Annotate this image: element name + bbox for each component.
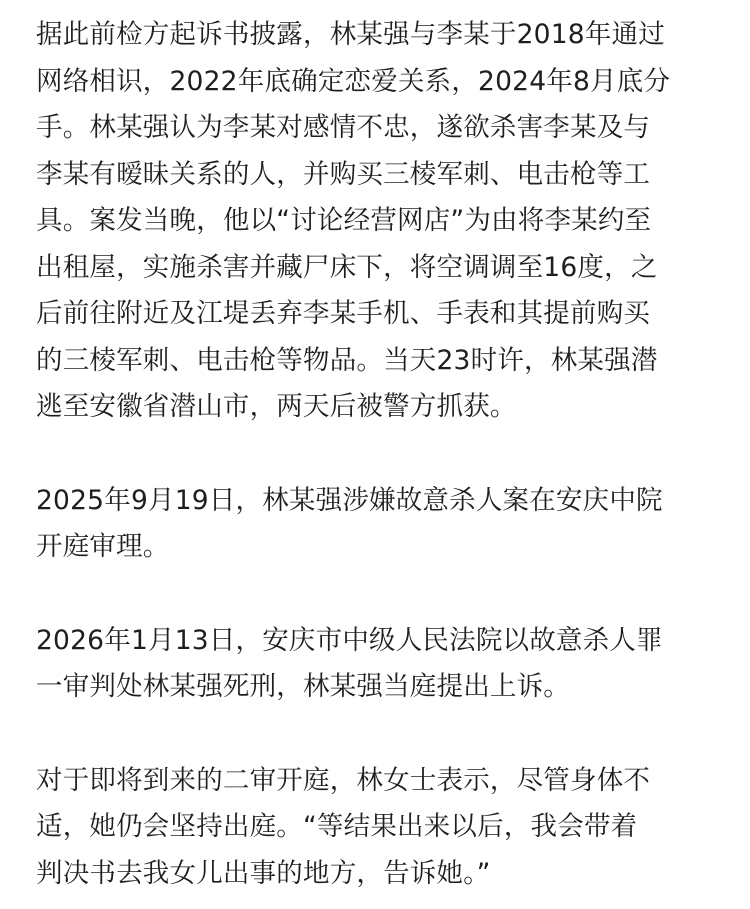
text-line: 2026年1月13日，安庆市中级人民法院以故意杀人罪 (36, 624, 663, 656)
article-body (36, 12, 716, 897)
text-line: 逃至安徽省潜山市，两天后被警方抓获。 (36, 391, 517, 422)
text-line: 网络相识，2022年底确定恋爱关系，2024年8月底分 (36, 65, 671, 97)
text-line: 据此前检方起诉书披露，林某强与李某于2018年通过 (36, 19, 665, 50)
text-line: 手。林某强认为李某对感情不忠，遂欲杀害李某及与 (36, 112, 651, 143)
text-line: 的三棱军刺、电击枪等物品。当天23时许，林某强潜 (36, 344, 658, 376)
paragraph-spacer (36, 431, 716, 478)
text-line: 2025年9月19日，林某强涉嫌故意杀人案在安庆中院 (36, 484, 663, 516)
paragraph-1 (36, 12, 716, 431)
paragraph-spacer (36, 571, 716, 618)
text-line: 后前往附近及江堤丢弃李某手机、手表和其提前购买 (36, 298, 651, 329)
text-line: 适，她仍会坚持出庭。“等结果出来以后，我会带着 (36, 811, 638, 842)
text-line: 开庭审理。 (36, 531, 170, 562)
text-line: 具。案发当晚，他以“讨论经营网店”为由将李某约至 (36, 205, 652, 236)
paragraph-4 (36, 758, 716, 898)
text-line: 李某有暧昧关系的人，并购买三棱军刺、电击枪等工 (36, 158, 651, 190)
text-line: 对于即将到来的二审开庭，林女士表示，尽管身体不 (36, 764, 651, 796)
text-line: 出租屋，实施杀害并藏尸床下，将空调调至16度，之 (36, 251, 658, 283)
paragraph-2 (36, 478, 716, 571)
paragraph-3 (36, 618, 716, 711)
text-line: 判决书去我女儿出事的地方，告诉她。” (36, 857, 491, 889)
text-line: 一审判处林某强死刑，林某强当庭提出上诉。 (36, 671, 570, 702)
paragraph-spacer (36, 711, 716, 758)
